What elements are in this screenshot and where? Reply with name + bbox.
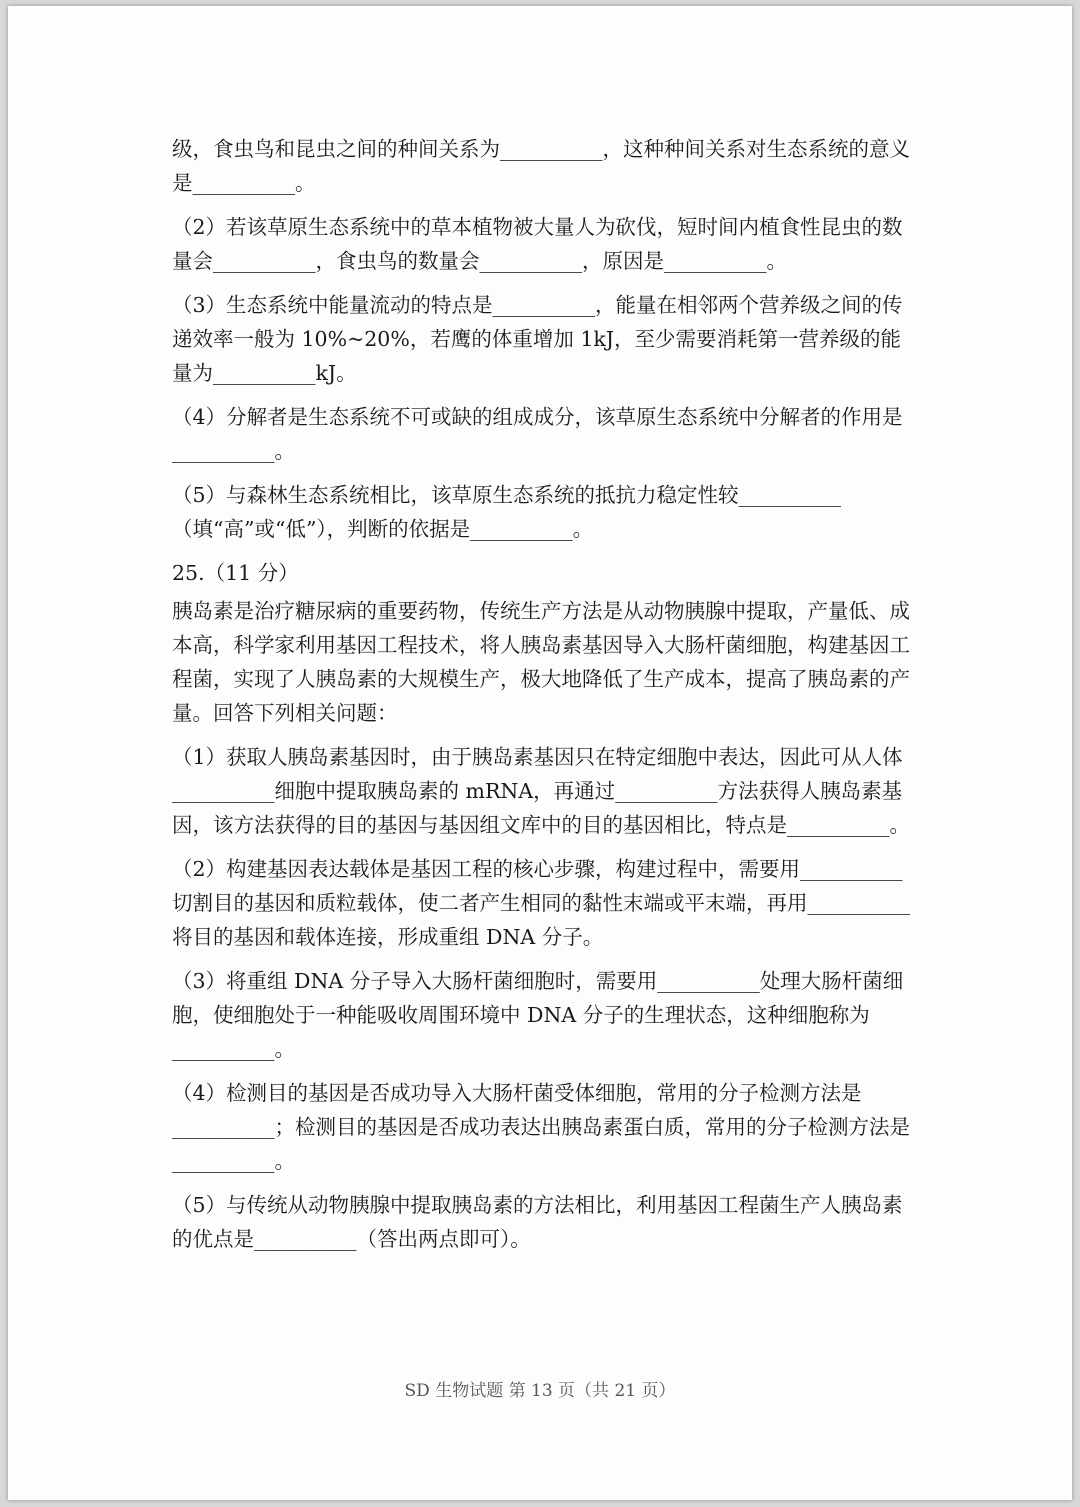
q25-stem: 胰岛素是治疗糖尿病的重要药物，传统生产方法是从动物胰腺中提取，产量低、成本高，科学家利用基因工程技术，将人胰岛素基因导入大肠杆菌细胞，构建基因工程菌，实现了人胰岛素的大规模生产，极大地降低了生产成本，提高了胰岛素的产量。回答下列相关问题： [172,599,910,725]
q25-part-1: （1）获取人胰岛素基因时，由于胰岛素基因只在特定细胞中表达，因此可从人体__________细胞中提取胰岛素的 mRNA，再通过__________方法获得人胰岛素基因，该方法获得的目的基因与基因组文库中的目的基因相比，特点是__________。 [172,745,910,837]
q25-part-5: （5）与传统从动物胰腺中提取胰岛素的方法相比，利用基因工程菌生产人胰岛素的优点是__________（答出两点即可）。 [172,1193,903,1251]
page-content [172,132,912,1266]
q24-part-5: （5）与森林生态系统相比，该草原生态系统的抵抗力稳定性较__________（填“高”或“低”），判断的依据是__________。 [172,483,842,541]
q24-part-2: （2）若该草原生态系统中的草本植物被大量人为砍伐，短时间内植食性昆虫的数量会__________，食虫鸟的数量会__________，原因是__________。 [172,215,903,273]
q24-part-4: （4）分解者是生态系统不可或缺的组成成分，该草原生态系统中分解者的作用是__________。 [172,405,903,463]
page-footer: SD 生物试题 第 13 页（共 21 页） [404,1381,676,1401]
q25-part-4: （4）检测目的基因是否成功导入大肠杆菌受体细胞，常用的分子检测方法是__________；检测目的基因是否成功表达出胰岛素蛋白质，常用的分子检测方法是__________。 [172,1081,910,1173]
q24-part-3: （3）生态系统中能量流动的特点是__________，能量在相邻两个营养级之间的传递效率一般为 10%~20%，若鹰的体重增加 1kJ，至少需要消耗第一营养级的能量为__________kJ。 [172,293,903,385]
exam-page [8,6,1072,1500]
q25-part-2: （2）构建基因表达载体是基因工程的核心步骤，构建过程中，需要用__________切割目的基因和质粒载体，使二者产生相同的黏性末端或平末端，再用__________将目的基因和载体连接，形成重组 DNA 分子。 [172,857,910,949]
q25-heading: 25.（11 分） [172,561,299,585]
q25-part-3: （3）将重组 DNA 分子导入大肠杆菌细胞时，需要用__________处理大肠杆菌细胞，使细胞处于一种能吸收周围环境中 DNA 分子的生理状态，这种细胞称为__________。 [172,969,904,1061]
q24-continuation: 级，食虫鸟和昆虫之间的种间关系为__________，这种种间关系对生态系统的意义是__________。 [172,137,910,195]
